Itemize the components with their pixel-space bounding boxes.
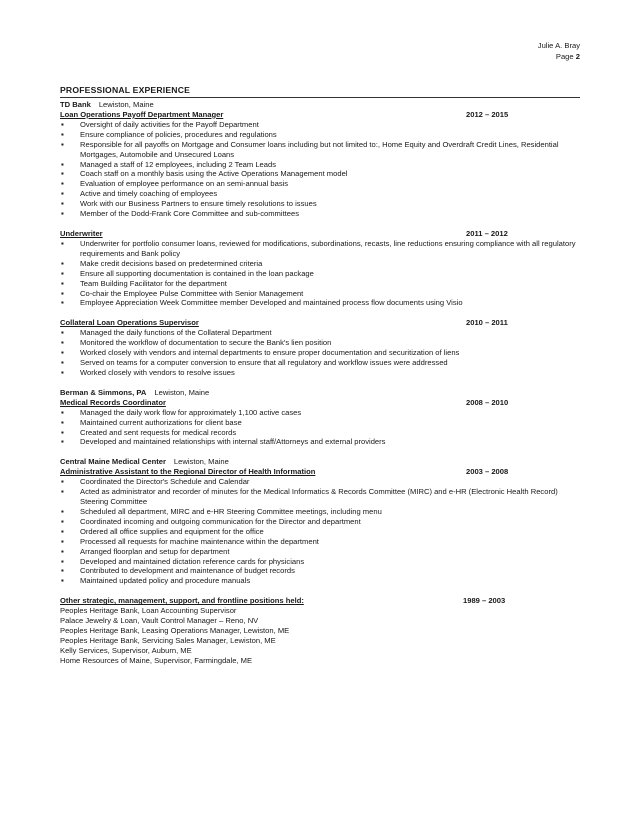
job-dates: 2003 – 2008 <box>466 467 509 477</box>
other-position-line: Peoples Heritage Bank, Leasing Operations Manager, Lewiston, ME <box>60 626 290 636</box>
job-title-row <box>60 398 580 408</box>
duty-item: ▪ Evaluation of employee performance on an semi-annual basis <box>60 179 580 189</box>
duty-item: ▪ Contributed to development and maintenance of budget records <box>60 566 580 576</box>
duty-item: ▪ Make credit decisions based on predetermined criteria <box>60 259 580 269</box>
other-position-line: Home Resources of Maine, Supervisor, Farmingdale, ME <box>60 655 253 665</box>
other-positions-dates: 1989 – 2003 <box>463 596 506 606</box>
job-title-row <box>60 229 580 239</box>
employer-line <box>60 457 580 467</box>
duty-item: ▪ Maintained updated policy and procedure manuals <box>60 576 580 586</box>
duty-item: ▪ Ordered all office supplies and equipment for the office <box>60 527 580 537</box>
employer-name: Central Maine Medical Center <box>60 457 166 467</box>
duty-list <box>60 408 580 448</box>
other-position-line: Peoples Heritage Bank, Loan Accounting Supervisor <box>60 606 237 616</box>
duty-item: ▪ Monitored the workflow of documentation to secure the Bank's lien position <box>60 338 580 348</box>
duty-item: ▪ Processed all requests for machine maintenance within the department <box>60 537 580 547</box>
duty-item: ▪ Developed and maintained dictation reference cards for physicians <box>60 557 580 567</box>
duty-item: ▪ Work with our Business Partners to ensure timely resolutions to issues <box>60 199 580 209</box>
job-title-row <box>60 467 580 477</box>
section-gap <box>60 308 580 318</box>
other-position-line: Peoples Heritage Bank, Servicing Sales Manager, Lewiston, ME <box>60 635 276 645</box>
job-dates: 2010 – 2011 <box>466 318 508 328</box>
page-number: Page 2 <box>555 52 580 61</box>
job-title-row <box>60 318 580 328</box>
section-gap <box>60 378 580 388</box>
employer-name: Berman & Simmons, PA <box>60 387 147 397</box>
section-gap <box>60 447 580 457</box>
header-name: Julie A. Bray <box>537 41 580 50</box>
duty-item: ▪ Managed a staff of 12 employees, including 2 Team Leads <box>60 160 580 170</box>
duty-item: ▪ Underwriter for portfolio consumer loans, reviewed for modifications, subordinations, recasts, line reductions ensuring compliance with all regulatory requirements and Bank policy <box>60 239 580 259</box>
duty-list <box>60 477 580 586</box>
duty-item: ▪ Acted as administrator and recorder of minutes for the Medical Informatics & Records Committee (MIRC) and e-HR (Electronic Health Record) Steering Committee <box>60 487 580 507</box>
job-title: Loan Operations Payoff Department Manager <box>60 109 224 119</box>
duty-list <box>60 239 580 308</box>
duty-item: ▪ Coordinated the Director's Schedule and Calendar <box>60 477 580 487</box>
other-positions-title: Other strategic, management, support, and frontline positions held: <box>60 596 304 606</box>
duty-item: ▪ Worked closely with vendors to resolve issues <box>60 368 580 378</box>
duty-item: ▪ Managed the daily work flow for approximately 1,100 active cases <box>60 408 580 418</box>
employer-line <box>60 100 580 110</box>
job-dates: 2012 – 2015 <box>466 109 509 119</box>
job-dates: 2008 – 2010 <box>466 397 509 407</box>
job-title-row <box>60 110 580 120</box>
duty-item: ▪ Scheduled all department, MIRC and e-HR Steering Committee meetings, including menu <box>60 507 580 517</box>
duty-item: ▪ Developed and maintained relationships with internal staff/Attorneys and external providers <box>60 437 580 447</box>
job-title: Medical Records Coordinator <box>60 397 166 407</box>
section-gap <box>60 586 580 596</box>
duty-item: ▪ Worked closely with vendors and internal departments to ensure proper documentation and securitization of liens <box>60 348 580 358</box>
other-positions-title-row <box>60 596 580 606</box>
duty-item: ▪ Managed the daily functions of the Collateral Department <box>60 328 580 338</box>
duty-item: ▪ Active and timely coaching of employees <box>60 189 580 199</box>
duty-item: ▪ Oversight of daily activities for the Payoff Department <box>60 120 580 130</box>
section-title: PROFESSIONAL EXPERIENCE <box>60 86 580 98</box>
duty-list <box>60 120 580 219</box>
other-position-line: Palace Jewelry & Loan, Vault Control Manager – Reno, NV <box>60 616 259 626</box>
duty-item: ▪ Created and sent requests for medical records <box>60 428 580 438</box>
duty-item: ▪ Arranged floorplan and setup for department <box>60 547 580 557</box>
duty-item: ▪ Responsible for all payoffs on Mortgage and Consumer loans including but not limited to:, Home Equity and Overdraft Credit Lines, Residential Mortgages, Automobile and Unsecured Loans <box>60 140 580 160</box>
experience-content <box>60 100 580 666</box>
duty-item: ▪ Member of the Dodd-Frank Core Committee and sub-committees <box>60 209 580 219</box>
job-title: Underwriter <box>60 228 103 238</box>
section-gap <box>60 219 580 229</box>
job-dates: 2011 – 2012 <box>466 228 508 238</box>
duty-item: ▪ Coach staff on a monthly basis using the Active Operations Management model <box>60 169 580 179</box>
duty-item: ▪ Ensure all supporting documentation is contained in the loan package <box>60 269 580 279</box>
other-position-line: Kelly Services, Supervisor, Auburn, ME <box>60 645 192 655</box>
duty-item: ▪ Employee Appreciation Week Committee member Developed and maintained process flow documents using Visio <box>60 298 580 308</box>
page-header <box>538 40 580 62</box>
job-title: Administrative Assistant to the Regional Director of Health Information <box>60 467 316 477</box>
duty-item: ▪ Co-chair the Employee Pulse Committee with Senior Management <box>60 289 580 299</box>
employer-location: Lewiston, Maine <box>154 387 210 397</box>
duty-item: ▪ Served on teams for a computer conversion to ensure that all regulatory and workflow issues were addressed <box>60 358 580 368</box>
duty-item: ▪ Team Building Facilitator for the department <box>60 279 580 289</box>
employer-location: Lewiston, Maine <box>173 457 229 467</box>
employer-location: Lewiston, Maine <box>98 100 154 109</box>
duty-item: ▪ Coordinated incoming and outgoing communication for the Director and department <box>60 517 580 527</box>
duty-item: ▪ Maintained current authorizations for client base <box>60 418 580 428</box>
duty-list <box>60 328 580 378</box>
duty-item: ▪ Ensure compliance of policies, procedures and regulations <box>60 130 580 140</box>
employer-line <box>60 388 580 398</box>
employer-name: TD Bank <box>60 100 91 109</box>
job-title: Collateral Loan Operations Supervisor <box>60 318 199 328</box>
